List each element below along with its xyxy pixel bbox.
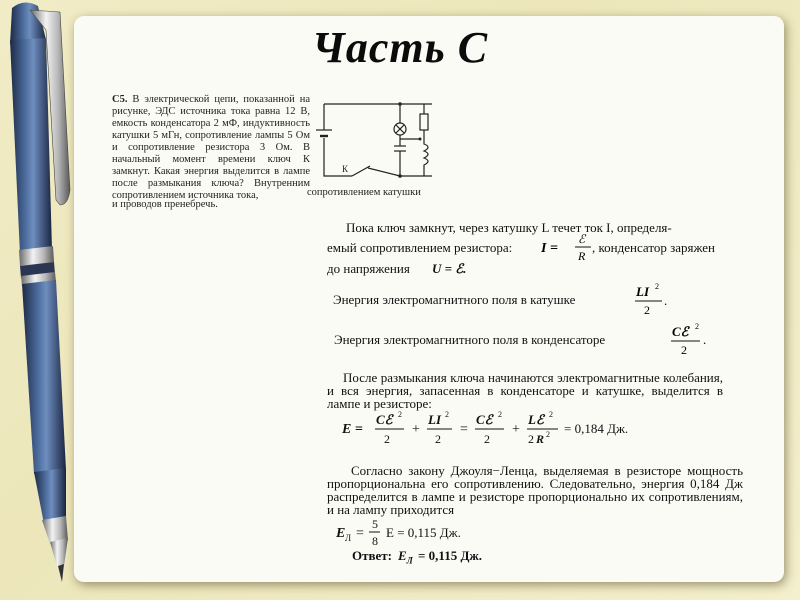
answer-value: = 0,115 Дж. bbox=[418, 548, 483, 563]
svg-text:2: 2 bbox=[498, 410, 502, 419]
svg-text:Cℰ: Cℰ bbox=[476, 412, 493, 427]
lamp-energy-den: 8 bbox=[372, 534, 378, 548]
solution-line-2a: емый сопротивлением резистора: bbox=[327, 240, 513, 255]
svg-text:R: R bbox=[536, 432, 545, 446]
svg-text:2: 2 bbox=[695, 322, 699, 331]
svg-text:+: + bbox=[412, 422, 420, 437]
svg-text:=: = bbox=[356, 526, 364, 541]
solution-line-3: до напряжения bbox=[327, 261, 410, 276]
capacitor-energy-text: Энергия электромагнитного поля в конденсаторе bbox=[334, 332, 606, 347]
formula-current-lhs: I = bbox=[541, 241, 558, 256]
lamp-energy-lhs: E bbox=[336, 526, 346, 541]
solution-line-1: Пока ключ замкнут, через катушку L течет ток I, определя- bbox=[346, 220, 672, 235]
problem-tail-1: сопротивлением катушки bbox=[307, 187, 421, 198]
svg-text:2: 2 bbox=[484, 432, 490, 446]
svg-text:2: 2 bbox=[528, 432, 534, 446]
joule-lenz-paragraph: Согласно закону Джоуля−Ленца, выделяемая в резисторе мощность пропорциональна его сопротивлению. Следовательно, энергия 0,184 Дж распределится в лампе и резисторе пропорционально их сопротивлениям, и на лампу приходится bbox=[327, 463, 743, 517]
lamp-energy-rest: E = 0,115 Дж. bbox=[386, 525, 461, 540]
capacitor-energy-formula bbox=[670, 320, 710, 358]
problem-number: С5. bbox=[112, 94, 128, 105]
svg-text:2: 2 bbox=[435, 432, 441, 446]
total-energy-result: = 0,184 Дж. bbox=[564, 421, 629, 436]
problem-statement bbox=[112, 94, 310, 202]
lamp-energy-num: 5 bbox=[372, 517, 378, 531]
svg-text:Lℰ: Lℰ bbox=[528, 412, 544, 427]
formula-current bbox=[541, 232, 597, 269]
circuit-diagram bbox=[312, 96, 442, 186]
inductor-energy-den: 2 bbox=[644, 303, 650, 317]
capacitor-energy-den: 2 bbox=[681, 343, 687, 357]
svg-text:Cℰ: Cℰ bbox=[376, 412, 393, 427]
svg-text:2: 2 bbox=[398, 410, 402, 419]
svg-text:2: 2 bbox=[546, 430, 550, 439]
inductor-energy-text: Энергия электромагнитного поля в катушке bbox=[333, 292, 576, 307]
answer-symbol: $E_Л$ bbox=[398, 548, 413, 566]
svg-text:=: = bbox=[460, 422, 468, 437]
capacitor-energy-num: Cℰ bbox=[672, 324, 689, 339]
lamp-energy-sub: Л bbox=[345, 533, 352, 543]
oscillation-paragraph: После размыкания ключа начинаются электромагнитные колебания, и вся энергия, запасенная в конденсаторе и катушке, выделится в лампе и резисторе: bbox=[327, 370, 723, 411]
solution-line-2b: , конденсатор заряжен bbox=[592, 240, 715, 255]
svg-text:.: . bbox=[703, 332, 707, 347]
formula-current-den: R bbox=[578, 249, 586, 263]
inductor-energy-formula bbox=[634, 282, 670, 318]
svg-text:2: 2 bbox=[384, 432, 390, 446]
svg-text:.: . bbox=[664, 293, 668, 308]
answer-label: Ответ: bbox=[352, 548, 393, 563]
voltage-equation: U = ℰ. bbox=[432, 261, 467, 276]
formula-current-num: ℰ bbox=[578, 232, 586, 246]
total-energy-lhs: E = bbox=[342, 422, 363, 437]
svg-text:2: 2 bbox=[445, 410, 449, 419]
svg-text:+: + bbox=[512, 422, 520, 437]
switch-label: К bbox=[342, 164, 349, 174]
svg-text:LI: LI bbox=[428, 412, 441, 427]
problem-text: В электрической цепи, показанной на рисунке, ЭДС источника тока равна 12 В, емкость конденсатора 2 мФ, индуктивность катушки 5 мГн, сопротивление лампы 5 Ом и сопротивление резистора 3 Ом. В начальный момент времени ключ К замкнут. Какая энергия выделится в лампе после размыкания ключа? Внутренним сопротивлением источника тока, bbox=[112, 94, 310, 201]
problem-tail-2: и проводов пренебречь. bbox=[112, 199, 218, 210]
svg-text:2: 2 bbox=[549, 410, 553, 419]
page-title: Часть С bbox=[311, 23, 489, 72]
inductor-energy-num: LI bbox=[636, 284, 649, 299]
total-energy-formula bbox=[342, 410, 642, 450]
svg-text:2: 2 bbox=[655, 282, 659, 291]
